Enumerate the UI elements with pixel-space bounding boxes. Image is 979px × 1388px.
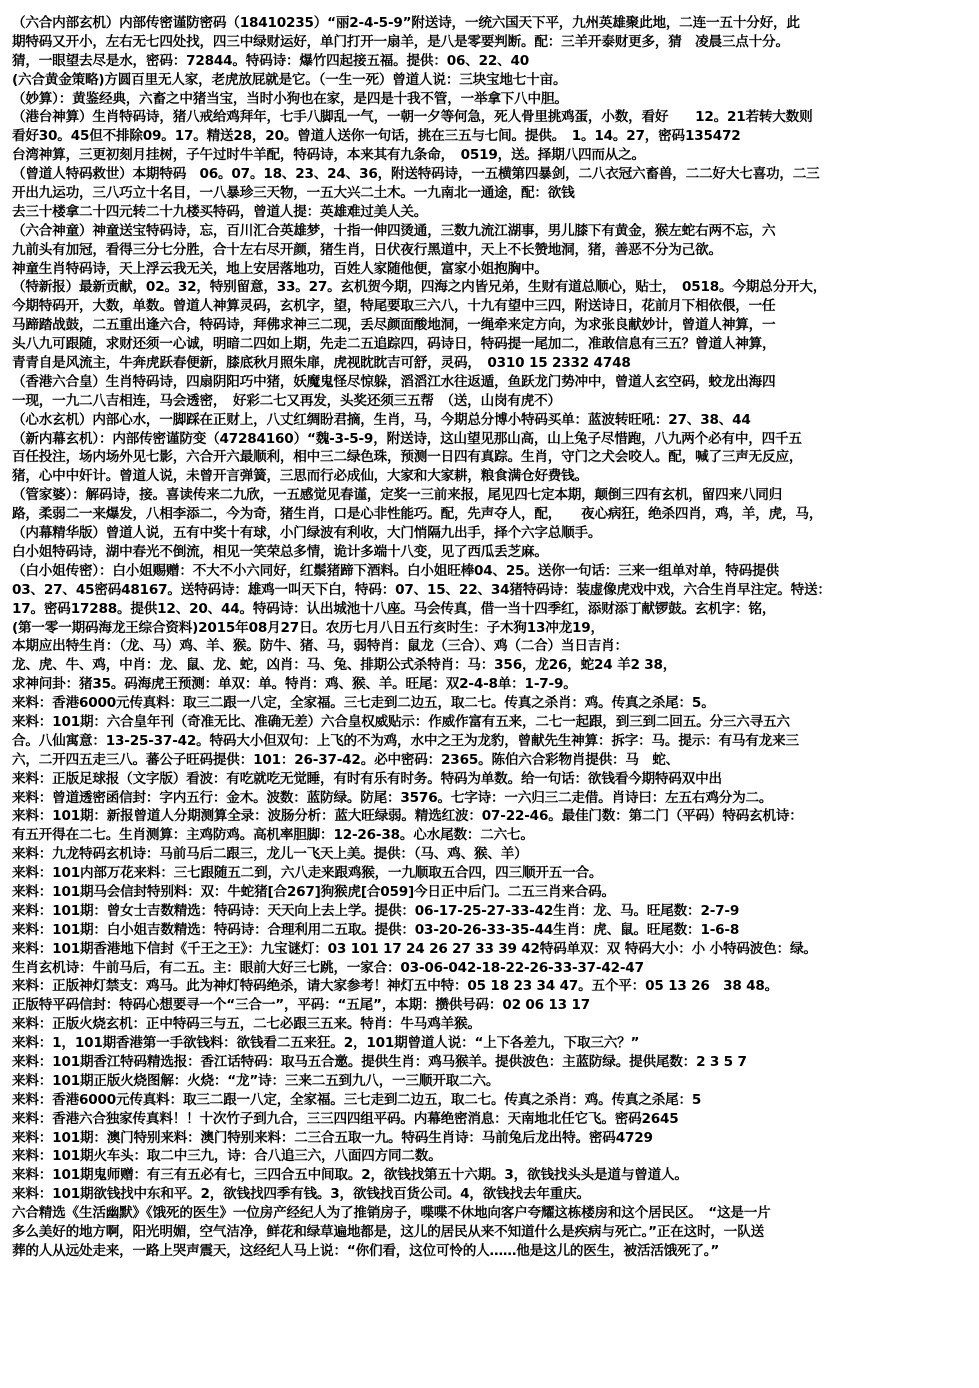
- text-line: 多么美好的地方啊，阳光明媚，空气洁净，鲜花和绿草遍地都是，这儿的居民从来不知道什么是疾病与死亡。”正在这时，一队送: [12, 1224, 764, 1240]
- text-line: 来料：101期：白小姐吉数精选：特码诗：合理利用二五取。提供：03-20-26-33-35-44生肖：虎、鼠。旺尾数：1-6-8: [12, 921, 740, 938]
- text-line: （内幕精华版）曾道人说，五有中奖十有球，小门绿波有利收，大门悄隔九出手，择个六字总顺手。: [12, 525, 602, 542]
- text-line: 百任投注，场内场外见七影，六合开六最顺利，相中三二绿色珠，预测一日四有真踪。生肖，守门之犬会咬人。配，喊了三声无反应，: [12, 449, 803, 466]
- text-line: 九前头有加冠，看得三分七分胜，合十左右尽开颜，猪生肖，日伏夜行黑道中，天上不长赞地洞，猪，善恶不分为己欲。: [12, 241, 722, 258]
- text-line: 来料：101期：六合皇年刊（奇准无比、准确无差）六合皇权威贴示：作威作富有五来，二七一起跟，到三到二回五。分三六寻五六: [12, 713, 790, 730]
- text-line: 来料：101期火车头：取二中三九，诗：合八追三六，八面四方同二数。: [12, 1148, 442, 1165]
- text-line: （白小姐传密）：白小姐赐赠：不大不小六同好，红鬃猪蹄下酒料。白小姐旺棒04、25。送你一句话：三来一组单对单，特码提供: [12, 562, 779, 579]
- text-line: [12, 1299, 967, 1318]
- text-line: 来料：正版火烧玄机：正中特码三与五，二七必跟三五来。特肖：牛马鸡羊猴。: [12, 1016, 481, 1033]
- text-line: 来料：九龙特码玄机诗：马前马后二跟三，龙儿一飞天上美。提供：（马、鸡、猴、羊）: [12, 846, 528, 863]
- text-line: （港台神算）生肖特码诗，猪八戒给鸡拜年，七手八脚乱一气，一朝一夕等何急，死人骨里挑鸡蛋，小数，看好 12。21若转大数则: [12, 109, 813, 126]
- text-line: 葬的人从远处走来，一路上哭声震天，这经纪人马上说：“你们看，这位可怜的人……他是这儿的医生，被活活饿死了。”: [12, 1242, 720, 1259]
- text-line: 看好30。45但不排除09。17。精送28，20。曾道人送你一句话，挑在三五与七间。提供。 1。14。27，密码135472: [12, 128, 741, 145]
- text-line: 来料：正版神灯禁支：鸡马。此为神灯特码绝杀，请大家参考！神灯五中特：05 18 23 34 47。五个平：05 13 26 38 48。: [12, 978, 779, 995]
- text-line: 六合精选《生活幽默》《饿死的医生》一位房产经纪人为了推销房子，喋喋不休地向客户夸耀这栋楼房和这个居民区。 “这是一片: [12, 1205, 771, 1222]
- text-line: （六合内部玄机）内部传密谨防密码（18410235）“丽2-4-5-9”附送诗，一统六国天下平，九州英雄聚此地，二连一五十分好，此: [12, 15, 800, 31]
- text-line: 来料：101期鬼师赠：有三有五必有七，三四合五中间取。2，欲钱找第五十六期。3，欲钱找头头是道与曾道人。: [12, 1167, 688, 1184]
- text-line: （特新报）最新贡献，02。32，特别留意，33。27。玄机贺今期，四海之内皆兄弟，生财有道总顺心，贴士， 0518。今期总分开大，: [12, 279, 827, 296]
- text-line: 六，二开四五走三八。蕃公子旺码提供：101：26-37-42。必中密码：2365。陈伯六合彩物肖提供：马 蛇、: [12, 751, 679, 768]
- text-line: 来料：香港6000元传真料：取三二跟一八定，全家福。三七走到二边五，取二七。传真之杀肖：鸡。传真之杀尾：5: [12, 1091, 702, 1108]
- text-line: 17。密码17288。提供12、20、44。特码诗：认出城池十八座。马会传真，借一当十四季红，添财添丁献锣鼓。玄机字：铭，: [12, 600, 776, 617]
- text-line: 来料：101期香港地下信封《千王之王》：九宝谜灯：03 101 17 24 26 27 33 39 42特码单双：双 特码大小：小 小特码波色：绿。: [12, 940, 817, 957]
- text-line: 马蹄踏战鼓，二五重出逢六合，特码诗，拜佛求神三二现，丢尽颜面酸地洞，一绳牵来定方向，为求张良献妙计，曾道人神算，一: [12, 317, 776, 334]
- text-line: 来料：香港六合独家传真料！！十次竹子到九合，三三四四组平码。内幕绝密消息：天南地北任它飞。密码2645: [12, 1110, 679, 1127]
- text-line: [12, 1261, 967, 1280]
- text-line: 来料：101期正版火烧图解：火烧：“龙”诗：三来二五到九八，一三顺开取二六。: [12, 1072, 500, 1089]
- text-line: (第一零一期码海龙王综合资料)2015年08月27日。农历七月八日五行亥时生：子木狗13冲龙19，: [12, 619, 604, 636]
- text-line: 来料：101期：曾女士吉数精选：特码诗：天天向上去上学。提供：06-17-25-27-33-42生肖：龙、马。旺尾数：2-7-9: [12, 902, 740, 919]
- text-line: 猜，一眼望去尽是水，密码：72844。特码诗：爆竹四起接五福。提供：06、22、40: [12, 52, 530, 69]
- text-line: 猪，心中中奸计。曾道人说，未曾开言弹簧，三思而行必成仙，大家和大家耕，粮食满仓好费钱。: [12, 468, 588, 485]
- text-line: （香港六合皇）生肖特码诗，四扇阴阳巧中猪，妖魔鬼怪尽惊躲，滔滔江水往返遁，鱼跃龙门势冲中，曾道人玄空码，蛟龙出海四: [12, 373, 776, 390]
- text-line: 白小姐特码诗，湖中春光不倒流，相见一笑荣总多情，诡计多端十八变，见了西瓜丢芝麻。: [12, 543, 548, 560]
- text-line: 今期特码开，大数，单数。曾道人神算灵码，玄机字，望，特尾要取三六八，十九有望中三四，附送诗日，花前月下相依偎，一任: [12, 298, 776, 315]
- text-line: 来料：曾道透密函信封：字内五行：金木。波数：蓝防绿。防尾：3576。七字诗：一六归三二走借。肖诗曰：左五右鸡分为二。: [12, 789, 773, 806]
- text-line: 合。八仙寓意：13-25-37-42。特码大小但双句：上飞的不为鸡，水中之王为龙豹，曾献先生神算：拆字：马。提示：有马有龙来三: [12, 732, 799, 749]
- text-line: 开出九运功，三八巧立十名目，一八暴珍三天物，一五大兴二土木。一九南北一通途，配：欲钱: [12, 185, 575, 202]
- text-line: [12, 1317, 967, 1336]
- text-line: （心水玄机）内部心水，一脚踩在正财上，八丈红绸盼君摘，生肖，马，今期总分博小特码买单：蓝波转旺吼：27、38、44: [12, 411, 751, 428]
- text-line: 来料：香港6000元传真料：取三二跟一八定，全家福。三七走到二边五，取二七。传真之杀肖：鸡。传真之杀尾：5。: [12, 695, 715, 712]
- text-line: 台湾神算，三更初刻月挂树，子午过时牛羊配，特码诗，本来其有九条命， 0519，送。择期八四而从之。: [12, 147, 645, 164]
- text-line: （新内幕玄机）：内部传密谨防变（47284160）“魏-3-5-9，附送诗，这山望见那山高，山上兔子尽惜跑，八九两个必有中，四千五: [12, 430, 802, 447]
- text-line: 本期应出特生肖：（龙、马）鸡、羊、猴。防牛、猪、马，弱特肖：鼠龙（三合）、鸡（二合）当日吉肖：: [12, 638, 628, 655]
- text-line: 来料：正版足球报（文字版）看波：有吃就吃无觉睡，有时有乐有时务。特码为单数。给一句话：欲钱看今期特码双中出: [12, 770, 722, 787]
- text-line: 来料：101期欲钱找中东和平。2，欲钱找四季有钱。3，欲钱找百货公司。4，欲钱找去年重庆。: [12, 1186, 590, 1203]
- text-line: 去三十楼拿二十四元转二十九楼买特码，曾道人提：英雄难过美人关。: [12, 203, 428, 220]
- text-line: 来料：101期：澳门特别来料：澳门特别来料：二三合五取一九。特码生肖诗：马前兔后龙出特。密码4729: [12, 1129, 653, 1146]
- text-line: （妙算）：黄鉴经典，六畜之中猪当宝，当时小狗也在家，是四是十我不管，一举拿下八中胆。: [12, 90, 568, 107]
- text-line: 来料：101期：新报曾道人分期测算全录：波肠分析：蓝大旺绿弱。精选红波：07-22-46。最佳门数：第二门（平码）特码玄机诗：: [12, 808, 803, 825]
- text-line: 来料：101内部万花来料：三七跟随五二到，六八走来跟鸡猴，一九顺取五合四，四三顺开五一合。: [12, 865, 603, 882]
- text-line: 头八九可跟随，求财还须一心诚，明暗二四如上期，先走二五追踪四，码诗日，特码提一尾加二，准敢信息有三五？曾道人神算，: [12, 336, 776, 353]
- text-line: 青青自是风流主，牛奔虎跃春便新，膝底秋月照朱扉，虎视眈眈吉可舒，灵码， 0310 15 2332 4748: [12, 355, 631, 372]
- text-line: 一现，一九二八吉相连，马会透密， 好彩二七又再发，头奖还须三五帮 （送，山岗有虎不）: [12, 392, 561, 409]
- text-line: 来料：1，101期香港第一手欲钱料：欲钱看二五来狂。2，101期曾道人说：“上下各差九，下取三六？”: [12, 1035, 640, 1052]
- text-line: 龙、虎、牛、鸡，中肖：龙、鼠、龙、蛇，凶肖：马、兔、排期公式杀特肖：马：356，龙26，蛇24 羊2 38，: [12, 657, 677, 674]
- text-line: 有五开得在二七。生肖测算：主鸡防鸡。高机率胆脚：12-26-38。心水尾数：二六七。: [12, 827, 534, 844]
- text-line: 来料：101期香江特码精选报：香江话特码：取马五合邀。提供生肖：鸡马猴羊。提供波色：主蓝防绿。提供尾数：2 3 5 7: [12, 1053, 747, 1070]
- text-line: 来料：101期马会信封特别料：双：牛蛇猪[合267]狗猴虎[合059]今日正中后门。二五三肖来合码。: [12, 883, 615, 900]
- text-line: 路，柔弱二一来爆发，八相李添二，今为奇，猪生肖，口是心非性能巧。配，先声夺人，配， 夜心病狂，绝杀四肖，鸡，羊，虎，马，: [12, 506, 823, 523]
- text-line: （六合神童）神童送宝特码诗，忘，百川汇合英雄梦，十指一伸四烫通，三数九流江湖事，男儿膝下有黄金，猴左蛇右两不忘，六: [12, 222, 776, 239]
- text-line: (六合黄金策略)方圆百里无人家，老虎放屁就是它。（一生一死）曾道人说：三块宝地七十亩。: [12, 71, 567, 88]
- text-line: （管家婆）：解码诗，接。喜读传来二九欣，一五感觉见春谨，定奖一三前来报，尾见四七定本期，颠倒三四有玄机，留四来八同归: [12, 487, 783, 504]
- text-line: 求神问卦：猪35。码海虎王预测：单双：单。特肖：鸡、猴、羊。旺尾：双2-4-8单：1-7-9。: [12, 676, 577, 693]
- text-line: [12, 1280, 967, 1299]
- text-line: 正版特平码信封：特码心想要寻一个“三合一”，平码：“五尾”，本期：攒供号码：02 06 13 17: [12, 997, 590, 1014]
- text-line: 03、27、45密码48167。送特码诗：雄鸡一叫天下白，特码：07、15、22、34猪特码诗：装虚像虎戏中戏，六合生肖早注定。特送：: [12, 581, 831, 598]
- text-line: 神童生肖特码诗，天上浮云我无关，地上安居落地功，百姓人家随他便，富家小姐抱胸中。: [12, 260, 548, 277]
- text-line: 期特码又开小，左右无七四处找，四三中绿财运好，单门打开一扇羊，是八是零要判断。配：三羊开泰财更多，猜 凌晨三点十分。: [12, 33, 789, 50]
- text-line: 生肖玄机诗：牛前马后，有二五。主：眼前大好三七跳，一家合：03-06-042-18-22-26-33-37-42-47: [12, 959, 644, 976]
- text-line: （曾道人特码救世）本期特码 06。07。18、23、24、36，附送特码诗，一五横第四暴剑，二八衣冠六畜兽，二二好大七喜功，二三: [12, 166, 820, 183]
